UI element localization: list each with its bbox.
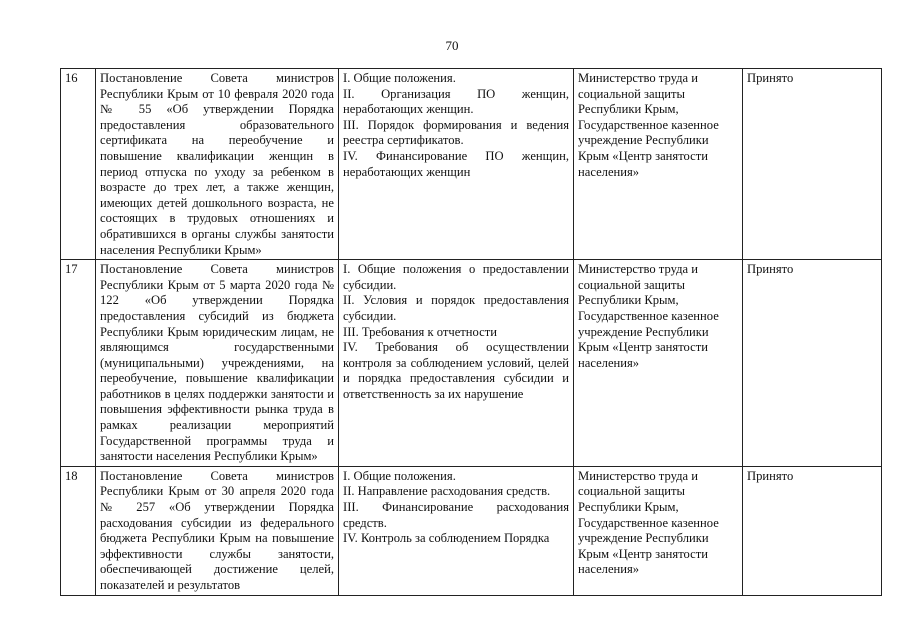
table-row	[61, 260, 882, 467]
section-item: I. Общие положения о предоставлении субсидии.	[343, 262, 569, 292]
page-number: 70	[445, 38, 459, 53]
section-item: II. Условия и порядок предоставления субсидии.	[343, 293, 569, 323]
section-item: IV. Требования об осуществлении контроля за соблюдением условий, целей и порядка предоставления субсидии и ответственность за их нарушение	[343, 340, 569, 401]
status-cell: Принято	[743, 466, 882, 595]
document-title: Постановление Совета министров Республики Крым от 5 марта 2020 года № 122 «Об утверждении Порядка предоставления субсидий из бюджета Республики Крым юридическим лицам, не являющимся государственными (муниципальными) учреждениями, на переобучение, повышение квалификации работников в целях поддержки занятости и повышения эффективности рынка труда в рамках реализации мероприятий Государственной программы труда и занятости населения Республики Крым»	[100, 262, 334, 464]
section-item: III. Порядок формирования и ведения реестра сертификатов.	[343, 117, 569, 148]
section-item: III. Требования к отчетности	[343, 324, 497, 339]
organization-cell: Министерство труда и социальной защиты Республики Крым, Государственное казенное учреждение Республики Крым «Центр занятости населения»	[574, 69, 743, 260]
section-item: IV. Финансирование ПО женщин, неработающих женщин	[343, 148, 569, 179]
document-cell	[96, 466, 339, 595]
document-title: Постановление Совета министров Республики Крым от 30 апреля 2020 года № 257 «Об утверждении Порядка расходования субсидии из федерального бюджета Республики Крым на повышение эффективности службы занятости, обеспечивающей достижение целей, показателей и результатов	[100, 468, 334, 592]
row-number-cell: 17	[61, 260, 96, 467]
status-cell: Принято	[743, 69, 882, 260]
sections-cell	[339, 260, 574, 467]
section-item: I. Общие положения.	[343, 71, 456, 85]
section-item: III. Финансирование расходования средств.	[343, 500, 569, 530]
section-item: I. Общие положения.	[343, 468, 456, 483]
section-item: II. Организация ПО женщин, неработающих женщин.	[343, 86, 569, 117]
sections-cell	[339, 69, 574, 260]
document-cell	[96, 260, 339, 467]
row-number-cell: 18	[61, 466, 96, 595]
document-cell	[96, 69, 339, 260]
organization-cell: Министерство труда и социальной защиты Республики Крым, Государственное казенное учреждение Республики Крым «Центр занятости населения»	[574, 466, 743, 595]
status-cell: Принято	[743, 260, 882, 467]
table-row	[61, 466, 882, 595]
registry-table	[60, 68, 882, 596]
organization-cell: Министерство труда и социальной защиты Республики Крым, Государственное казенное учреждение Республики Крым «Центр занятости населения»	[574, 260, 743, 467]
row-number-cell: 16	[61, 69, 96, 260]
sections-cell	[339, 466, 574, 595]
section-item: II. Направление расходования средств.	[343, 484, 551, 499]
section-item: IV. Контроль за соблюдением Порядка	[343, 531, 550, 546]
document-title: Постановление Совета министров Республики Крым от 10 февраля 2020 года № 55 «Об утверждении Порядка предоставления образовательного сертификата на переобучение и повышение квалификации женщин в период отпуска по уходу за ребенком в возрасте до трех лет, а также женщин, имеющих детей дошкольного возраста, не состоящих в трудовых отношениях и обратившихся в органы службы занятости населения Республики Крым»	[100, 71, 334, 257]
table-row	[61, 69, 882, 260]
